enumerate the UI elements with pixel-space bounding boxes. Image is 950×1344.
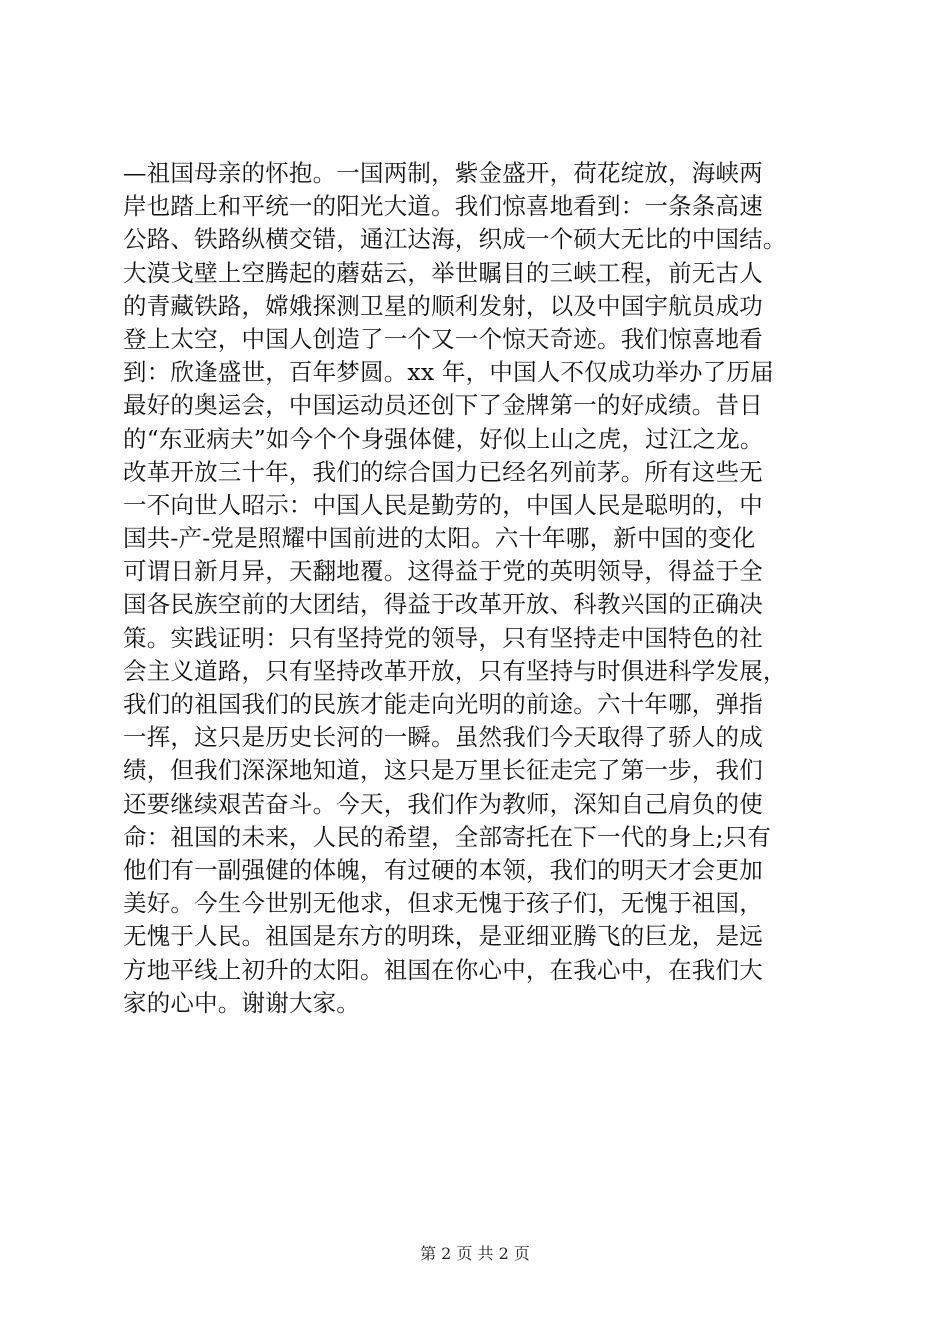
text-line: 最好的奥运会，中国运动员还创下了金牌第一的好成绩。昔日 <box>123 391 763 420</box>
text-line: 的青藏铁路，嫦娥探测卫星的顺利发射，以及中国宇航员成功 <box>123 291 763 320</box>
text-line: 一挥，这只是历史长河的一瞬。虽然我们今天取得了骄人的成 <box>123 723 763 752</box>
text-line: 的“东亚病夫”如今个个身强体健，好似上山之虎，过江之龙。 <box>123 424 764 453</box>
text-line: 绩，但我们深深地知道，这只是万里长征走完了第一步，我们 <box>123 756 763 785</box>
text-line: 一不向世人昭示：中国人民是勤劳的，中国人民是聪明的，中 <box>123 490 763 519</box>
text-line: 公路、铁路纵横交错，通江达海，织成一个硕大无比的中国结。 <box>123 225 787 254</box>
text-line: 岸也踏上和平统一的阳光大道。我们惊喜地看到：一条条高速 <box>123 192 763 221</box>
text-line: 他们有一副强健的体魄，有过硬的本领，我们的明天才会更加 <box>123 855 763 884</box>
text-line: 会主义道路，只有坚持改革开放，只有坚持与时俱进科学发展， <box>123 656 787 685</box>
text-line: 无愧于人民。祖国是东方的明珠，是亚细亚腾飞的巨龙，是远 <box>123 922 763 951</box>
text-line: 方地平线上初升的太阳。祖国在你心中，在我心中，在我们大 <box>123 955 763 984</box>
text-line: 改革开放三十年，我们的综合国力已经名列前茅。所有这些无 <box>123 457 763 486</box>
text-line: 可谓日新月异，天翻地覆。这得益于党的英明领导，得益于全 <box>123 557 763 586</box>
text-line: 家的心中。谢谢大家。 <box>123 988 360 1017</box>
body-text <box>123 157 843 1020</box>
text-line: 到：欣逢盛世，百年梦圆。xx 年，中国人不仅成功举办了历届 <box>123 358 774 387</box>
page-number-footer: 第 2 页 共 2 页 <box>420 1244 530 1263</box>
text-line: 我们的祖国我们的民族才能走向光明的前途。六十年哪，弹指 <box>123 690 763 718</box>
text-line: 策。实践证明：只有坚持党的领导，只有坚持走中国特色的社 <box>123 623 763 652</box>
text-line: 大漠戈壁上空腾起的蘑菇云，举世瞩目的三峡工程，前无古人 <box>123 258 763 287</box>
text-line: 命：祖国的未来，人民的希望，全部寄托在下一代的身上;只有 <box>123 822 772 851</box>
text-line: 美好。今生今世别无他求，但求无愧于孩子们，无愧于祖国， <box>123 889 763 918</box>
text-line: 国各民族空前的大团结，得益于改革开放、科教兴国的正确决 <box>123 590 763 619</box>
text-line: —祖国母亲的怀抱。一国两制，紫金盛开，荷花绽放，海峡两 <box>123 159 763 187</box>
text-line: 还要继续艰苦奋斗。今天，我们作为教师，深知自己肩负的使 <box>123 789 763 818</box>
text-line: 登上太空，中国人创造了一个又一个惊天奇迹。我们惊喜地看 <box>123 324 763 353</box>
text-line: 国共-产-党是照耀中国前进的太阳。六十年哪，新中国的变化 <box>123 524 756 553</box>
